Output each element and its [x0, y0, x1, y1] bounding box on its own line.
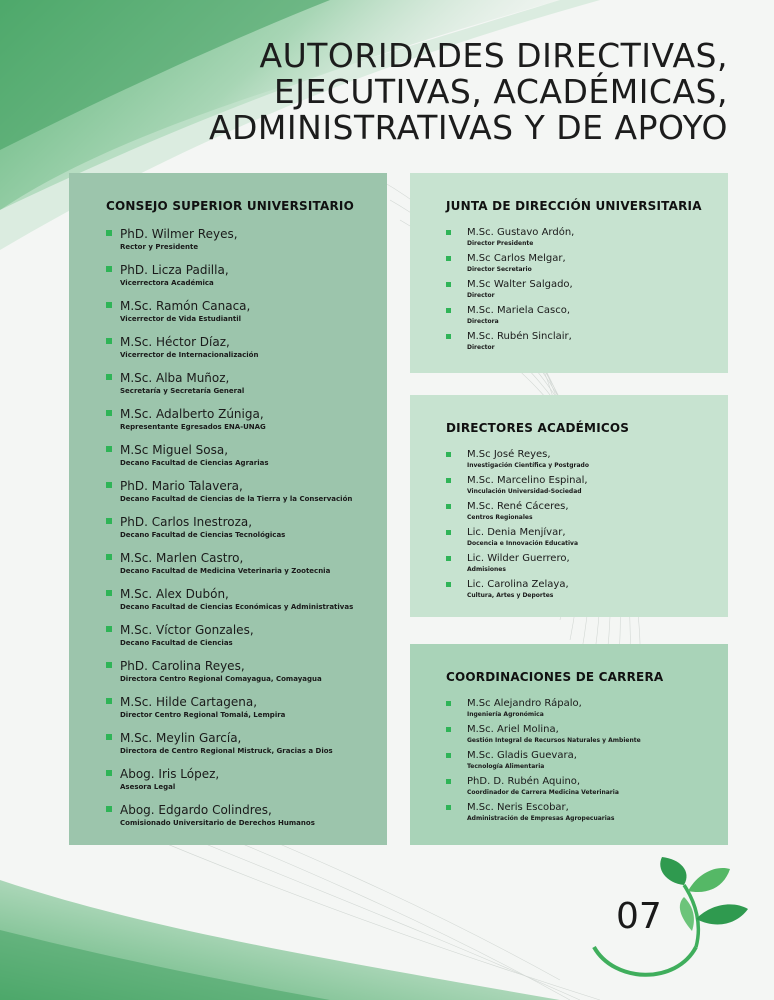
square-bullet-icon [106, 770, 112, 776]
list-item [106, 479, 387, 515]
square-bullet-icon [106, 662, 112, 668]
list-item [106, 263, 387, 299]
member-name: M.Sc. Héctor Díaz, [120, 335, 230, 349]
member-role: Vicerrector de Vida Estudiantil [120, 315, 242, 323]
square-bullet-icon [106, 338, 112, 344]
list-item [106, 299, 387, 335]
square-bullet-icon [106, 554, 112, 560]
member-name: M.Sc. Gustavo Ardón, [467, 227, 575, 238]
member-role: Cultura, Artes y Deportes [467, 592, 554, 599]
list-item [446, 253, 728, 279]
member-role: Directora de Centro Regional Mistruck, Gracias a Dios [120, 747, 333, 755]
square-bullet-icon [446, 504, 451, 509]
list-item [106, 335, 387, 371]
title-line-1: AUTORIDADES DIRECTIVAS, [259, 36, 728, 75]
member-role: Gestión Integral de Recursos Naturales y Ambiente [467, 737, 641, 744]
list-item [446, 698, 728, 724]
list-item [446, 553, 728, 579]
member-role: Directora [467, 318, 499, 325]
member-name: M.Sc. Adalberto Zúniga, [120, 407, 264, 421]
list-item [106, 371, 387, 407]
square-bullet-icon [446, 256, 451, 261]
list-item [106, 407, 387, 443]
list-item [106, 443, 387, 479]
square-bullet-icon [106, 302, 112, 308]
list-item [446, 527, 728, 553]
member-name: Lic. Carolina Zelaya, [467, 579, 569, 590]
directores-heading: DIRECTORES ACADÉMICOS [446, 421, 630, 435]
member-name: M.Sc. Meylin García, [120, 731, 242, 745]
member-role: Representante Egresados ENA-UNAG [120, 423, 266, 431]
list-item [106, 695, 387, 731]
member-name: PhD. Carolina Reyes, [120, 659, 245, 673]
member-name: M.Sc. Ariel Molina, [467, 724, 559, 735]
member-name: M.Sc. René Cáceres, [467, 501, 569, 512]
square-bullet-icon [106, 590, 112, 596]
square-bullet-icon [446, 701, 451, 706]
member-name: M.Sc. Marlen Castro, [120, 551, 244, 565]
square-bullet-icon [106, 374, 112, 380]
member-role: Directora Centro Regional Comayagua, Comayagua [120, 675, 322, 683]
square-bullet-icon [446, 582, 451, 587]
square-bullet-icon [446, 230, 451, 235]
square-bullet-icon [106, 734, 112, 740]
coordinaciones-list [446, 698, 728, 828]
member-role: Director [467, 292, 495, 299]
square-bullet-icon [446, 478, 451, 483]
member-role: Decano Facultad de Ciencias de la Tierra y la Conservación [120, 495, 353, 503]
square-bullet-icon [106, 446, 112, 452]
member-role: Vicerrector de Internacionalización [120, 351, 259, 359]
list-item [446, 501, 728, 527]
member-name: PhD. Carlos Inestroza, [120, 515, 253, 529]
member-role: Investigación Científica y Postgrado [467, 462, 589, 469]
list-item [446, 331, 728, 357]
member-role: Director [467, 344, 495, 351]
square-bullet-icon [446, 282, 451, 287]
coordinaciones-panel [410, 644, 728, 845]
member-role: Rector y Presidente [120, 243, 199, 251]
member-name: M.Sc. Alex Dubón, [120, 587, 229, 601]
junta-heading: JUNTA DE DIRECCIÓN UNIVERSITARIA [446, 199, 702, 213]
member-role: Decano Facultad de Ciencias Agrarias [120, 459, 269, 467]
consejo-panel [69, 173, 387, 845]
member-role: Secretaría y Secretaría General [120, 387, 245, 395]
square-bullet-icon [446, 805, 451, 810]
member-name: M.Sc. Hilde Cartagena, [120, 695, 258, 709]
page-title [209, 38, 728, 146]
list-item [446, 449, 728, 475]
list-item [446, 475, 728, 501]
square-bullet-icon [446, 753, 451, 758]
member-name: PhD. D. Rubén Aquino, [467, 776, 581, 787]
square-bullet-icon [446, 556, 451, 561]
member-name: Lic. Denia Menjívar, [467, 527, 566, 538]
member-name: M.Sc. Gladis Guevara, [467, 750, 577, 761]
member-name: PhD. Mario Talavera, [120, 479, 243, 493]
list-item [446, 579, 728, 605]
junta-list [446, 227, 728, 357]
list-item [106, 227, 387, 263]
member-role: Coordinador de Carrera Medicina Veterinaria [467, 789, 619, 796]
list-item [446, 279, 728, 305]
member-name: Abog. Edgardo Colindres, [120, 803, 272, 817]
member-role: Decano Facultad de Ciencias [120, 639, 233, 647]
square-bullet-icon [106, 698, 112, 704]
page-number: 07 [616, 896, 662, 937]
coordinaciones-heading: COORDINACIONES DE CARRERA [446, 670, 664, 684]
square-bullet-icon [106, 410, 112, 416]
list-item [106, 659, 387, 695]
member-role: Director Centro Regional Tomalá, Lempira [120, 711, 286, 719]
member-role: Decano Facultad de Ciencias Tecnológicas [120, 531, 286, 539]
directores-list [446, 449, 728, 605]
member-role: Director Presidente [467, 240, 534, 247]
list-item [446, 802, 728, 828]
square-bullet-icon [106, 266, 112, 272]
consejo-list [106, 227, 387, 839]
square-bullet-icon [106, 806, 112, 812]
square-bullet-icon [106, 230, 112, 236]
member-name: M.Sc Carlos Melgar, [467, 253, 566, 264]
square-bullet-icon [446, 334, 451, 339]
member-name: M.Sc. Mariela Casco, [467, 305, 571, 316]
list-item [446, 776, 728, 802]
member-role: Vinculación Universidad-Sociedad [467, 488, 582, 495]
sprout-leaf-icon [584, 855, 754, 980]
member-role: Tecnología Alimentaria [467, 763, 545, 770]
member-name: M.Sc. Rubén Sinclair, [467, 331, 572, 342]
list-item [106, 551, 387, 587]
square-bullet-icon [446, 452, 451, 457]
member-name: M.Sc. Ramón Canaca, [120, 299, 251, 313]
member-role: Ingeniería Agronómica [467, 711, 544, 718]
consejo-heading: CONSEJO SUPERIOR UNIVERSITARIO [106, 199, 354, 213]
list-item [106, 803, 387, 839]
member-name: M.Sc Miguel Sosa, [120, 443, 229, 457]
list-item [106, 587, 387, 623]
square-bullet-icon [106, 482, 112, 488]
square-bullet-icon [106, 518, 112, 524]
list-item [106, 731, 387, 767]
title-line-2: EJECUTIVAS, ACADÉMICAS, [273, 72, 728, 111]
square-bullet-icon [446, 779, 451, 784]
member-role: Centros Regionales [467, 514, 533, 521]
list-item [446, 724, 728, 750]
member-role: Comisionado Universitario de Derechos Humanos [120, 819, 315, 827]
member-name: M.Sc. Neris Escobar, [467, 802, 569, 813]
member-role: Vicerrectora Académica [120, 279, 214, 287]
member-name: M.Sc José Reyes, [467, 449, 551, 460]
junta-panel [410, 173, 728, 373]
member-role: Director Secretario [467, 266, 532, 273]
member-role: Administración de Empresas Agropecuarias [467, 815, 615, 822]
square-bullet-icon [446, 727, 451, 732]
list-item [106, 623, 387, 659]
member-name: M.Sc. Alba Muñoz, [120, 371, 230, 385]
member-role: Asesora Legal [120, 783, 176, 791]
member-name: M.Sc. Víctor Gonzales, [120, 623, 254, 637]
square-bullet-icon [446, 530, 451, 535]
list-item [446, 305, 728, 331]
list-item [106, 515, 387, 551]
member-name: PhD. Wilmer Reyes, [120, 227, 238, 241]
member-name: M.Sc Alejandro Rápalo, [467, 698, 582, 709]
square-bullet-icon [106, 626, 112, 632]
member-name: PhD. Licza Padilla, [120, 263, 229, 277]
member-name: Abog. Iris López, [120, 767, 220, 781]
directores-panel [410, 395, 728, 617]
member-role: Decano Facultad de Medicina Veterinaria y Zootecnia [120, 567, 331, 575]
member-name: M.Sc. Marcelino Espinal, [467, 475, 588, 486]
list-item [106, 767, 387, 803]
member-role: Docencia e Innovación Educativa [467, 540, 579, 547]
member-role: Admisiones [467, 566, 506, 573]
member-name: Lic. Wilder Guerrero, [467, 553, 570, 564]
member-role: Decano Facultad de Ciencias Económicas y Administrativas [120, 603, 354, 611]
member-name: M.Sc Walter Salgado, [467, 279, 573, 290]
title-line-3: ADMINISTRATIVAS Y DE APOYO [208, 108, 728, 147]
list-item [446, 227, 728, 253]
list-item [446, 750, 728, 776]
square-bullet-icon [446, 308, 451, 313]
